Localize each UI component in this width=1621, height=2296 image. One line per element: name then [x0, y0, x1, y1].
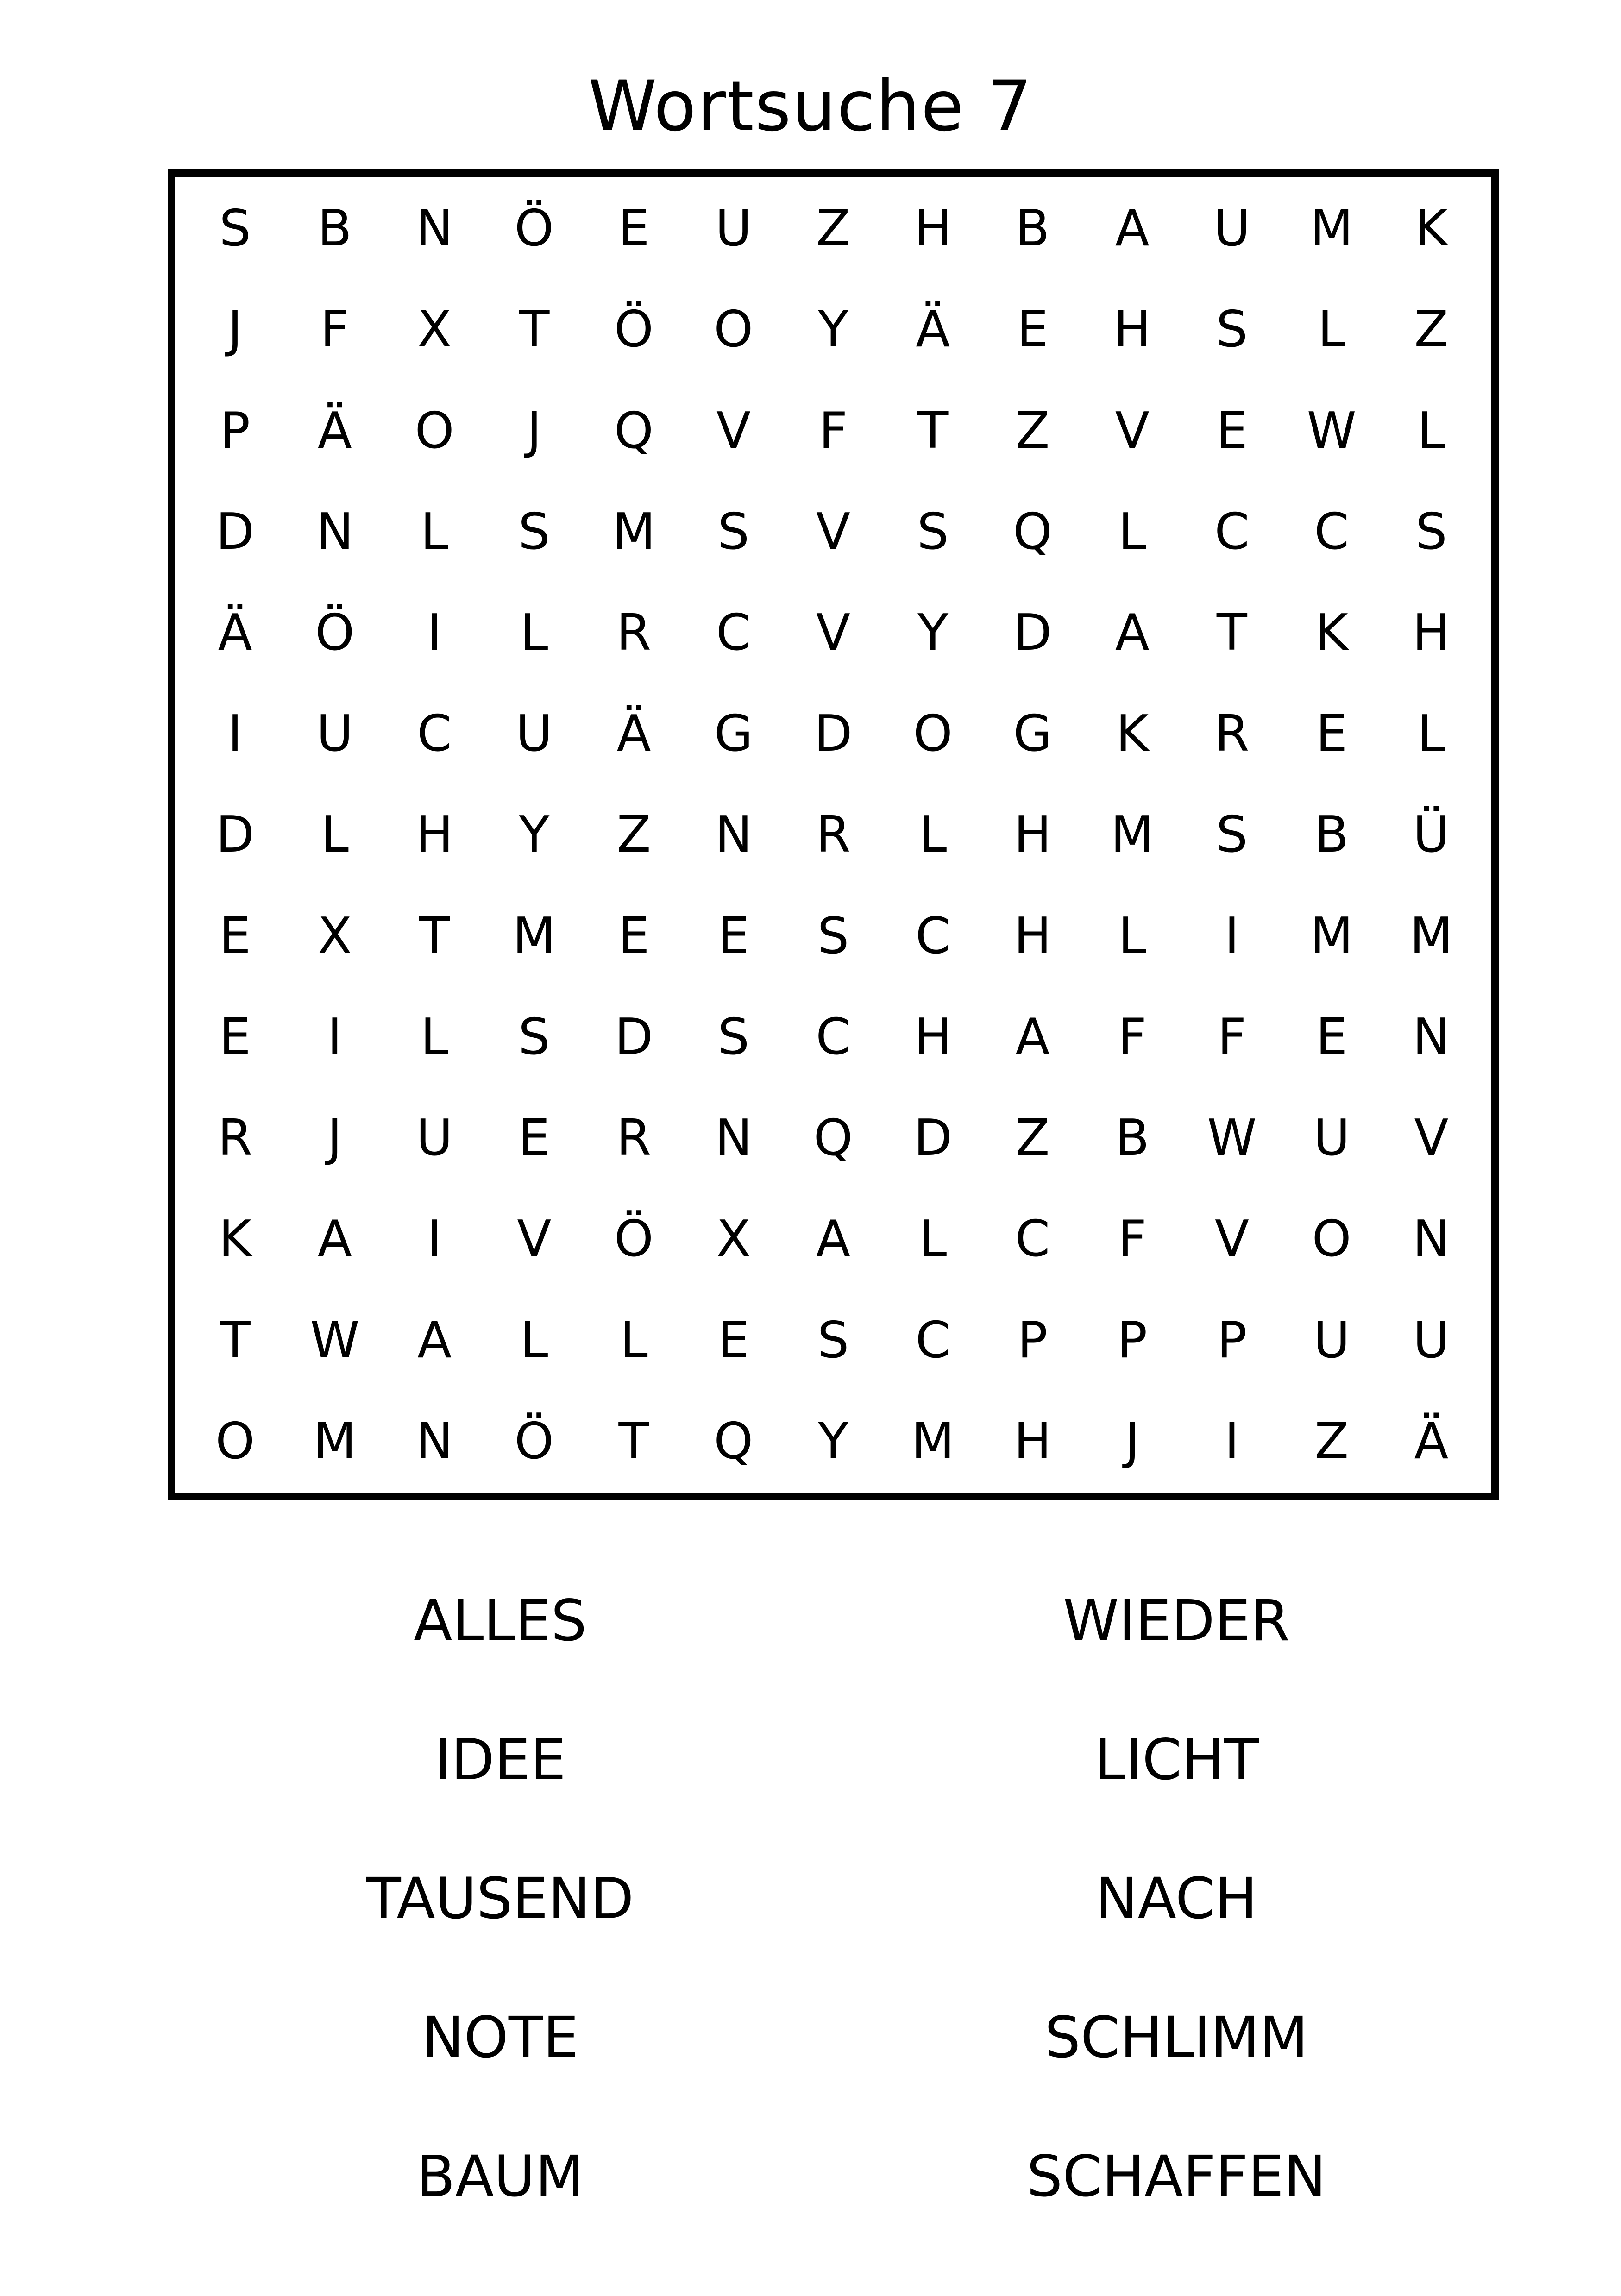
grid-cell: V — [1414, 1109, 1449, 1167]
grid-cell: R — [616, 1109, 652, 1167]
grid-cell: T — [419, 907, 450, 965]
grid-cell: Ä — [916, 301, 950, 359]
grid-cell: M — [1409, 907, 1453, 965]
grid-cell: T — [1216, 604, 1247, 662]
grid-cell: A — [317, 1210, 352, 1268]
grid-cell: O — [215, 1412, 255, 1470]
grid-cell: E — [518, 1109, 550, 1167]
grid-cell: I — [227, 705, 243, 763]
grid-cell: S — [518, 1008, 550, 1066]
grid-cell: K — [219, 1210, 252, 1268]
grid-cell: U — [1313, 1311, 1350, 1369]
grid-cell: W — [1307, 401, 1357, 460]
grid-cell: Ö — [514, 1412, 554, 1470]
grid-cell: I — [327, 1008, 342, 1066]
word-item: SCHLIMM — [1044, 2005, 1308, 2070]
grid-cell: H — [415, 806, 453, 864]
grid-cell: E — [1216, 401, 1248, 460]
grid-cell: N — [715, 806, 753, 864]
grid-cell: G — [714, 705, 753, 763]
grid-cell: O — [415, 401, 454, 460]
grid-cell: S — [518, 502, 550, 561]
grid-cell: L — [919, 806, 947, 864]
grid-cell: M — [313, 1412, 357, 1470]
grid-cell: S — [1415, 502, 1447, 561]
grid-cell: L — [320, 806, 349, 864]
grid-cell: U — [1413, 1311, 1450, 1369]
grid-cell: T — [618, 1412, 649, 1470]
word-item: SCHAFFEN — [1026, 2144, 1326, 2209]
grid-cell: V — [816, 604, 850, 662]
grid-cell: W — [1207, 1109, 1257, 1167]
grid-cell: H — [1013, 907, 1052, 965]
grid-cell: M — [1310, 200, 1353, 258]
grid-cell: Y — [917, 604, 949, 662]
grid-cell: E — [219, 1008, 251, 1066]
grid-cell: E — [717, 907, 749, 965]
grid-cell: Y — [818, 1412, 848, 1470]
word-item: BAUM — [416, 2144, 584, 2209]
grid-cell: C — [1214, 502, 1250, 561]
grid-cell: L — [620, 1311, 648, 1369]
grid-cell: V — [1115, 401, 1150, 460]
grid-cell: L — [520, 1311, 548, 1369]
grid-cell: S — [917, 502, 949, 561]
grid-cell: Z — [1414, 301, 1449, 359]
grid-cell: P — [1017, 1311, 1048, 1369]
grid-cell: M — [1111, 806, 1154, 864]
grid-cell: Q — [714, 1412, 754, 1470]
grid-cell: E — [1017, 301, 1049, 359]
word-item: LICHT — [1094, 1727, 1259, 1793]
grid-cell: C — [915, 907, 950, 965]
grid-cell: X — [317, 907, 352, 965]
grid-cell: D — [614, 1008, 653, 1066]
grid-cell: I — [427, 604, 442, 662]
grid-cell: C — [1314, 502, 1349, 561]
grid-cell: Q — [813, 1109, 853, 1167]
grid-cell: O — [913, 705, 953, 763]
grid-cell: R — [816, 806, 851, 864]
grid-cell: U — [515, 705, 553, 763]
grid-cell: L — [1118, 502, 1146, 561]
puzzle-grid — [185, 178, 1481, 1492]
grid-cell: F — [818, 401, 848, 460]
grid-cell: F — [1217, 1008, 1246, 1066]
grid-cell: K — [1116, 705, 1149, 763]
grid-cell: F — [1118, 1008, 1147, 1066]
grid-cell: U — [715, 200, 752, 258]
grid-cell: J — [527, 401, 542, 460]
word-item: TAUSEND — [366, 1866, 634, 1932]
grid-cell: B — [1015, 200, 1050, 258]
grid-cell: C — [816, 1008, 851, 1066]
grid-cell: L — [420, 502, 449, 561]
grid-cell: R — [218, 1109, 253, 1167]
grid-cell: C — [915, 1311, 950, 1369]
grid-cell: L — [520, 604, 548, 662]
grid-cell: O — [714, 301, 754, 359]
grid-cell: L — [1417, 401, 1445, 460]
grid-cell: X — [716, 1210, 751, 1268]
grid-cell: L — [420, 1008, 449, 1066]
grid-cell: Ü — [1413, 806, 1450, 864]
word-item: ALLES — [414, 1588, 587, 1654]
grid-cell: H — [1412, 604, 1450, 662]
grid-cell: B — [317, 200, 352, 258]
grid-cell: L — [919, 1210, 947, 1268]
grid-cell: C — [716, 604, 751, 662]
grid-cell: V — [716, 401, 751, 460]
grid-cell: L — [1417, 705, 1445, 763]
grid-cell: Y — [519, 806, 550, 864]
grid-cell: E — [1316, 1008, 1348, 1066]
grid-cell: T — [917, 401, 949, 460]
grid-cell: Y — [818, 301, 848, 359]
grid-cell: X — [417, 301, 452, 359]
grid-cell: B — [1314, 806, 1349, 864]
grid-cell: Z — [616, 806, 651, 864]
grid-cell: E — [717, 1311, 749, 1369]
grid-cell: S — [717, 1008, 750, 1066]
grid-cell: Q — [614, 401, 654, 460]
grid-cell: S — [717, 502, 750, 561]
grid-cell: L — [1118, 907, 1146, 965]
grid-cell: S — [219, 200, 251, 258]
grid-cell: J — [1125, 1412, 1140, 1470]
grid-cell: E — [1316, 705, 1348, 763]
grid-cell: Z — [816, 200, 850, 258]
grid-cell: P — [1117, 1311, 1148, 1369]
grid-cell: E — [618, 907, 650, 965]
grid-cell: N — [415, 200, 453, 258]
grid-cell: N — [1412, 1008, 1450, 1066]
grid-cell: Z — [1015, 401, 1050, 460]
grid-cell: D — [913, 1109, 952, 1167]
grid-cell: S — [1216, 301, 1248, 359]
grid-cell: A — [417, 1311, 452, 1369]
grid-cell: A — [1115, 604, 1150, 662]
grid-cell: H — [1013, 806, 1052, 864]
grid-cell: Ö — [315, 604, 355, 662]
word-item: NACH — [1095, 1866, 1257, 1932]
grid-cell: I — [1224, 1412, 1239, 1470]
grid-cell: E — [618, 200, 650, 258]
grid-cell: S — [817, 907, 849, 965]
grid-cell: P — [220, 401, 251, 460]
grid-cell: G — [1013, 705, 1052, 763]
grid-cell: U — [316, 705, 353, 763]
grid-cell: V — [517, 1210, 552, 1268]
grid-cell: K — [1414, 200, 1448, 258]
word-item: IDEE — [434, 1727, 566, 1793]
grid-cell: U — [416, 1109, 453, 1167]
grid-cell: O — [1312, 1210, 1351, 1268]
grid-cell: C — [1015, 1210, 1050, 1268]
grid-cell: V — [816, 502, 850, 561]
grid-cell: C — [417, 705, 452, 763]
grid-cell: A — [1115, 200, 1150, 258]
grid-cell: M — [1310, 907, 1353, 965]
grid-cell: H — [914, 1008, 952, 1066]
grid-cell: V — [1214, 1210, 1249, 1268]
grid-cell: S — [1216, 806, 1248, 864]
grid-cell: Z — [1015, 1109, 1050, 1167]
grid-cell: K — [1315, 604, 1348, 662]
word-item: NOTE — [421, 2005, 579, 2070]
grid-cell: N — [316, 502, 354, 561]
grid-cell: H — [1013, 1412, 1052, 1470]
grid-cell: F — [1118, 1210, 1147, 1268]
grid-cell: E — [219, 907, 251, 965]
grid-cell: Ö — [614, 301, 654, 359]
grid-cell: N — [415, 1412, 453, 1470]
grid-cell: H — [1113, 301, 1151, 359]
grid-cell: Ö — [614, 1210, 654, 1268]
grid-cell: U — [1313, 1109, 1350, 1167]
grid-cell: H — [914, 200, 952, 258]
grid-cell: R — [1214, 705, 1250, 763]
grid-cell: M — [911, 1412, 955, 1470]
grid-cell: A — [816, 1210, 850, 1268]
grid-cell: T — [220, 1311, 251, 1369]
grid-cell: S — [817, 1311, 849, 1369]
grid-cell: R — [616, 604, 652, 662]
grid-cell: I — [1224, 907, 1239, 965]
grid-cell: D — [814, 705, 853, 763]
grid-cell: I — [427, 1210, 442, 1268]
grid-cell: Ä — [616, 705, 651, 763]
grid-cell: J — [327, 1109, 342, 1167]
word-list — [0, 1575, 1621, 2269]
grid-cell: M — [612, 502, 656, 561]
grid-cell: P — [1217, 1311, 1247, 1369]
grid-cell: D — [216, 806, 255, 864]
grid-cell: Ä — [317, 401, 352, 460]
grid-cell: D — [1013, 604, 1052, 662]
grid-cell: J — [227, 301, 243, 359]
grid-cell: N — [1412, 1210, 1450, 1268]
grid-cell: Ä — [218, 604, 252, 662]
grid-cell: N — [715, 1109, 753, 1167]
grid-cell: D — [216, 502, 255, 561]
grid-cell: Q — [1012, 502, 1052, 561]
grid-cell: T — [519, 301, 550, 359]
grid-cell: Ä — [1414, 1412, 1449, 1470]
grid-cell: A — [1015, 1008, 1050, 1066]
word-item: WIEDER — [1063, 1588, 1290, 1654]
grid-cell: L — [1318, 301, 1346, 359]
grid-cell: Z — [1314, 1412, 1349, 1470]
grid-cell: B — [1115, 1109, 1150, 1167]
grid-cell: M — [512, 907, 556, 965]
grid-cell: Ö — [514, 200, 554, 258]
page-title: Wortsuche 7 — [588, 66, 1033, 147]
grid-cell: F — [320, 301, 349, 359]
grid-cell: W — [310, 1311, 360, 1369]
grid-cell: U — [1213, 200, 1250, 258]
